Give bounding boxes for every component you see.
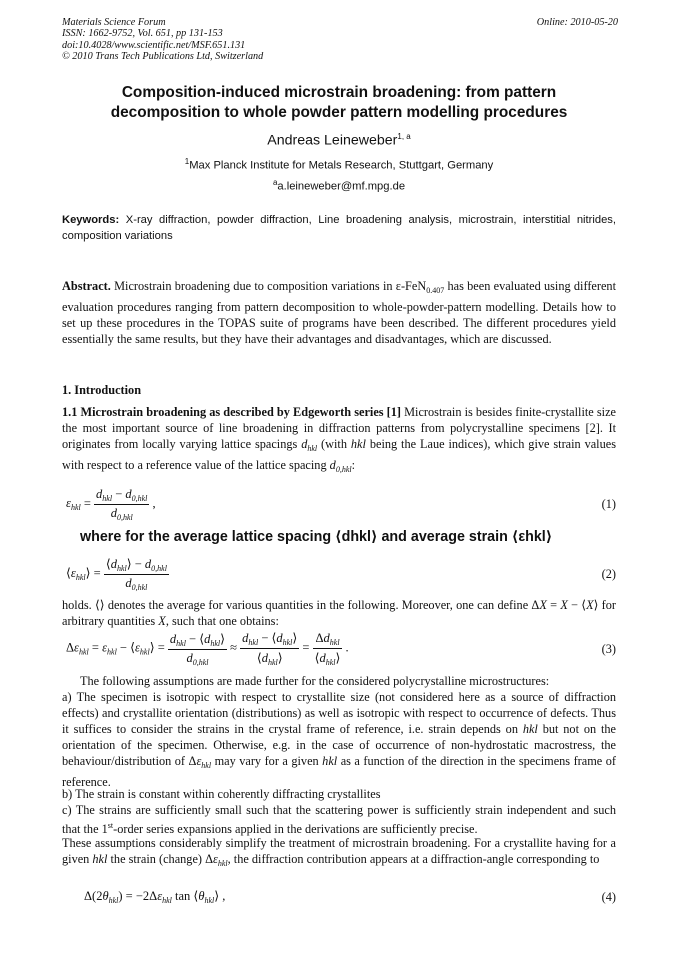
assumptions-intro: The following assumptions are made further for the considered polycrystalline microstructures: — [80, 674, 550, 688]
var-x: X — [560, 598, 568, 612]
var-hkl-sub: hkl — [201, 761, 212, 771]
email-sup: a — [272, 178, 278, 187]
intro-var-sub: 0,hkl — [335, 465, 352, 475]
assumption-b: b) The strain is constant within coherently diffracting crystallites — [62, 787, 381, 801]
intro-paragraph — [62, 404, 616, 478]
journal-name: Materials Science Forum — [62, 17, 166, 28]
intro-var: d — [329, 458, 336, 473]
assumption-a — [62, 689, 616, 791]
email — [60, 178, 618, 193]
holds-text: , such that one obtains: — [165, 614, 279, 629]
assumption-a-text: a) The specimen is isotropic with respect to crystallite size (not considered here as a source of diffraction effects) and crystallite orientation (distributions) as well as isotropic with respect to occurrence of defects. Thus it suffices to consider the strains in the crystal frame of reference, i.e. strain depends on — [62, 690, 616, 737]
online-date: Online: 2010-05-20 — [536, 17, 618, 28]
var-eps: ε — [213, 852, 218, 867]
abstract-label: Abstract. — [62, 279, 111, 293]
intro-text: Microstrain is besides finite-crystallite size the most important source of line broadening in diffraction patterns from polycrystalline specimens [2]. It originates from locally varying lattice spacings — [62, 405, 616, 452]
assumption-c — [62, 802, 616, 837]
assumption-a-text: as a function of the direction in the specimens frame of reference. — [62, 754, 616, 790]
keywords-label: Keywords: — [62, 214, 120, 226]
assumption-a-text: may vary for a given — [211, 754, 323, 769]
equation-2-number: (2) — [601, 567, 616, 581]
keywords — [62, 212, 616, 244]
holds-text: = — [546, 598, 561, 612]
simplify-paragraph — [62, 835, 616, 872]
intro-text: : — [351, 458, 356, 473]
subsection-heading: 1.1 Microstrain broadening as described by Edgeworth series [1] — [62, 405, 402, 419]
equation-4-number: (4) — [601, 890, 616, 904]
assumption-c-sup: st — [107, 821, 114, 831]
journal-issn: ISSN: 1662-9752, Vol. 651, pp 131-153 — [62, 28, 223, 40]
assumption-a-text: but not on the orientation of the specimen. Otherwise, e.g. in the case of occurrence of non-hydrostatic macrostress, the behaviour/distribution of Δ — [62, 722, 617, 769]
assumption-c-text: -order series expansions applied in the derivations are sufficiently precise. — [113, 822, 478, 837]
var-eps: ε — [196, 754, 202, 769]
author-name: Andreas Leineweber — [267, 132, 398, 149]
paper-title-line1: Composition-induced microstrain broadening: from pattern — [121, 84, 557, 101]
affiliation-sup: 1 — [184, 157, 190, 166]
abstract-text: Microstrain broadening due to composition variations in ε-FeN — [110, 279, 427, 293]
var-hkl-sub: hkl — [217, 859, 228, 869]
paper-title — [60, 83, 618, 123]
simplify-text: the strain (change) Δ — [107, 852, 213, 867]
section-heading: 1. Introduction — [62, 383, 142, 397]
var-hkl: hkl — [92, 852, 108, 867]
intro-text: (with — [317, 437, 351, 452]
var-x: X — [586, 598, 594, 612]
equation-2: $⟨\varepsilon_{hkl}⟩$ = $\frac{⟨d_{hkl}⟩ - d_{0,hkl}}{d_{0,hkl}}$ — [66, 557, 167, 592]
abstract-text-cont: has been evaluated using different evaluation procedures ranging from pattern decomposition to whole-powder-pattern modelling. Details how to set up these procedures in the TOPAS suite of programs have been described. The different procedures yield essentially the same results, but they have their advantages and disadvantages, which are discussed. — [62, 279, 617, 347]
intro-var: d — [301, 437, 308, 452]
journal-header — [62, 17, 263, 63]
equation-4: $\Delta(2\theta_{hkl}) = -2\Delta\varepsilon_{hkl}$ $\tan ⟨\theta_{hkl}⟩$ , — [84, 889, 226, 905]
holds-text: holds. ⟨⟩ denotes the average for various quantities in the following. Moreover, one can define Δ — [62, 598, 540, 612]
journal-doi: doi:10.4028/www.scientific.net/MSF.651.131 — [62, 39, 246, 51]
intro-var-sub: hkl — [307, 444, 318, 454]
simplify-text: , the diffraction contribution appears at a diffraction-angle corresponding to — [227, 852, 600, 867]
author — [60, 132, 618, 149]
paper-title-line2: decomposition to whole powder pattern modelling procedures — [110, 104, 568, 121]
holds-paragraph — [62, 597, 616, 629]
intro-var: hkl — [350, 437, 366, 452]
equation-3-number: (3) — [601, 642, 616, 656]
equation-3: $\Delta\varepsilon_{hkl} = \varepsilon_{hkl}$ − $⟨\varepsilon_{hkl}⟩$ = $\frac{d_{hkl} - ⟨d_{hkl}⟩}{d_{0,hkl}}$ ≈ $\frac{d_{hkl} - ⟨d_{hkl}⟩}{⟨d_{hkl}⟩}$ = $\frac{\Delta d_{hkl}}{⟨d_{hkl}⟩}$ . — [66, 630, 349, 667]
abstract — [62, 278, 616, 347]
assumption-c-text: c) The strains are sufficiently small such that the scattering power is sufficiently strain independent and such that the 1 — [62, 803, 616, 837]
journal-copyright: © 2010 Trans Tech Publications Ltd, Switzerland — [62, 51, 264, 63]
author-sup: 1, a — [397, 132, 411, 141]
holds-text: − ⟨ — [567, 598, 587, 612]
var-hkl: hkl — [522, 722, 538, 737]
affiliation-text: Max Planck Institute for Metals Research, Stuttgart, Germany — [189, 159, 494, 172]
email-address[interactable]: a.leineweber@mf.mpg.de — [277, 180, 406, 193]
var-hkl: hkl — [322, 754, 338, 769]
simplify-text: These assumptions considerably simplify the treatment of microstrain broadening. For a crystallite having for a given — [62, 836, 616, 867]
holds-text: ⟩ for arbitrary quantities — [62, 598, 616, 629]
affiliation — [60, 157, 618, 172]
var-x: X — [158, 614, 166, 629]
intro-text: being the Laue indices), which give strain values with respect to a reference value of the lattice spacing — [62, 437, 616, 473]
abstract-sub: 0.407 — [426, 286, 445, 295]
equation-1: $\varepsilon_{hkl}$ = $\frac{d_{hkl} - d_{0,hkl}}{d_{0,hkl}}$ , — [66, 487, 156, 522]
where-line: where for the average lattice spacing ⟨dhkl⟩ and average strain ⟨εhkl⟩ — [80, 529, 553, 545]
keywords-text: X-ray diffraction, powder diffraction, Line broadening analysis, microstrain, interstitial nitrides, composition variations — [62, 214, 616, 242]
equation-1-number: (1) — [601, 497, 616, 511]
var-x: X — [539, 598, 547, 612]
